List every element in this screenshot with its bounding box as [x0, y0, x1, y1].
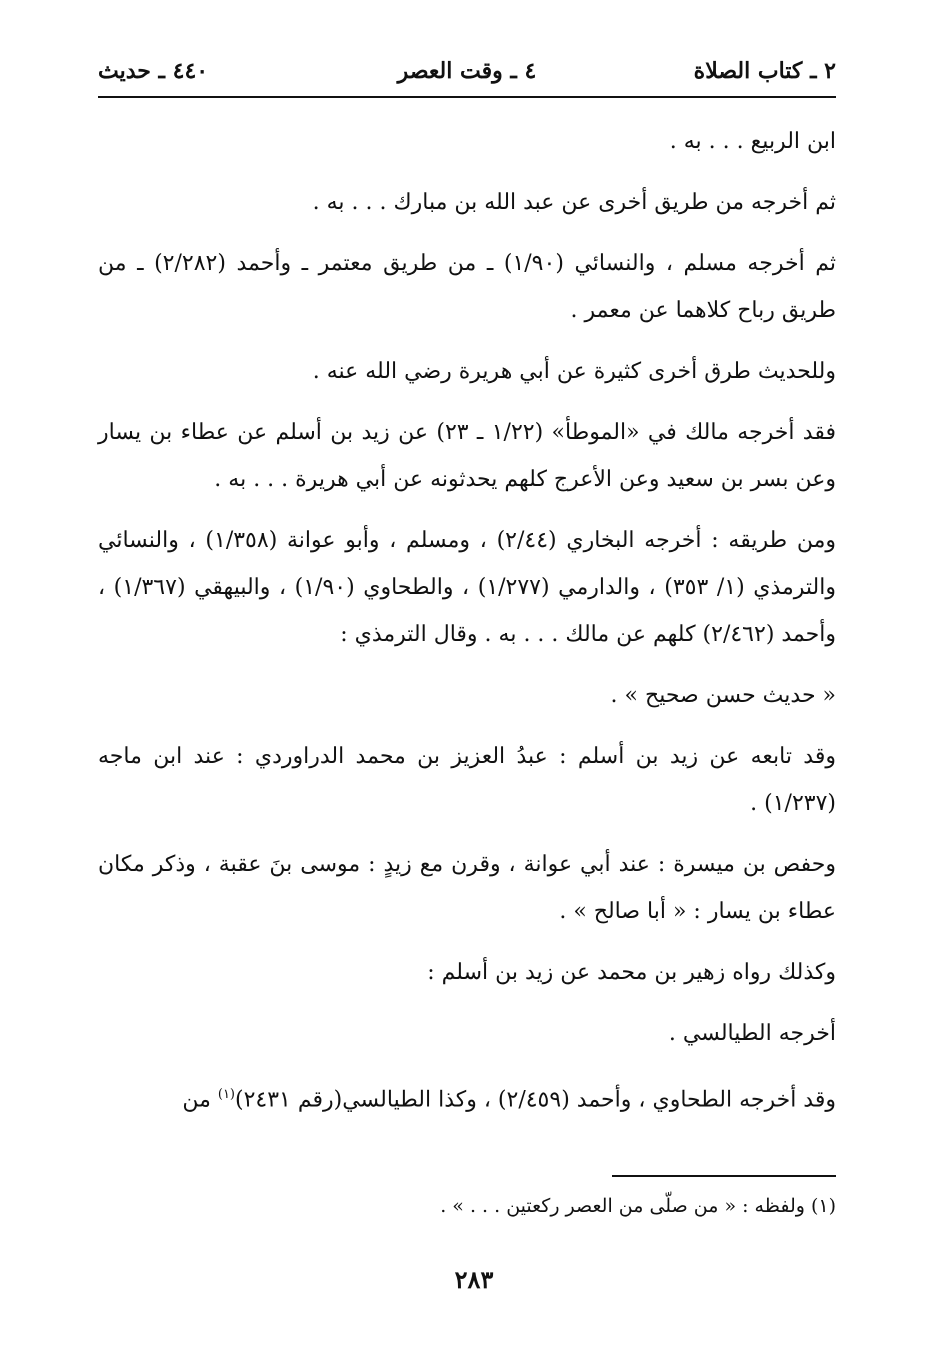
paragraph-text: وقد أخرجه الطحاوي ، وأحمد (٢/٤٥٩) ، وكذا الطيالسي(رقم ٢٤٣١) — [235, 1087, 836, 1113]
paragraph: وكذلك رواه زهير بن محمد عن زيد بن أسلم : — [427, 960, 836, 985]
running-header — [98, 58, 836, 92]
header-hadith-number: ٤٤٠ ـ حديث — [98, 58, 209, 84]
footnote-rule — [612, 1175, 836, 1177]
paragraph: ثم أخرجه مسلم ، والنسائي (١/٩٠) ـ من طريق معتمر ـ وأحمد (٢/٢٨٢) ـ من طريق رباح كلاهما عن معمر . — [98, 251, 836, 323]
header-chapter-title: ٤ ـ وقت العصر — [397, 58, 537, 84]
main-text — [98, 118, 836, 1137]
footnote-marker: (١) — [217, 1087, 235, 1102]
paragraph: وللحديث طرق أخرى كثيرة عن أبي هريرة رضي الله عنه . — [312, 359, 836, 384]
paragraph: ثم أخرجه من طريق أخرى عن عبد الله بن مبارك . . . به . — [312, 190, 836, 215]
footnote: (١) ولفظه : « من صلّى من العصر ركعتين . . . » . — [440, 1195, 836, 1217]
paragraph-text-end: من — [182, 1087, 218, 1113]
quotation: « حديث حسن صحيح » . — [610, 683, 836, 708]
paragraph: وقد تابعه عن زيد بن أسلم : عبدُ العزيز بن محمد الدراوردي : عند ابن ماجه (١/٢٣٧) . — [98, 744, 836, 816]
paragraph: ومن طريقه : أخرجه البخاري (٢/٤٤) ، ومسلم ، وأبو عوانة (١/٣٥٨) ، والنسائي والترمذي (١/ ٣٥٣) ، والدارمي (١/٢٧٧) ، والطحاوي (١/٩٠) ، والبيهقي (١/٣٦٧) ، وأحمد (٢/٤٦٢) كلهم عن مالك . . . به . وقال الترمذي : — [98, 528, 836, 647]
paragraph: أخرجه الطيالسي . — [668, 1021, 836, 1046]
paragraph — [98, 1071, 836, 1123]
header-book-title: ٢ ـ كتاب الصلاة — [693, 58, 836, 84]
page-number: ٢٨٣ — [454, 1265, 494, 1294]
header-rule — [98, 96, 836, 98]
paragraph: ابن الربيع . . . به . — [669, 129, 836, 154]
paragraph: فقد أخرجه مالك في «الموطأ» (١/٢٢ ـ ٢٣) عن زيد بن أسلم عن عطاء بن يسار وعن بسر بن سعيد وعن الأعرج كلهم يحدثونه عن أبي هريرة . . . به . — [98, 420, 836, 492]
paragraph: وحفص بن ميسرة : عند أبي عوانة ، وقرن مع زيدٍ : موسى بنَ عقبة ، وذكر مكان عطاء بن يسار : « أبا صالح » . — [98, 852, 836, 924]
